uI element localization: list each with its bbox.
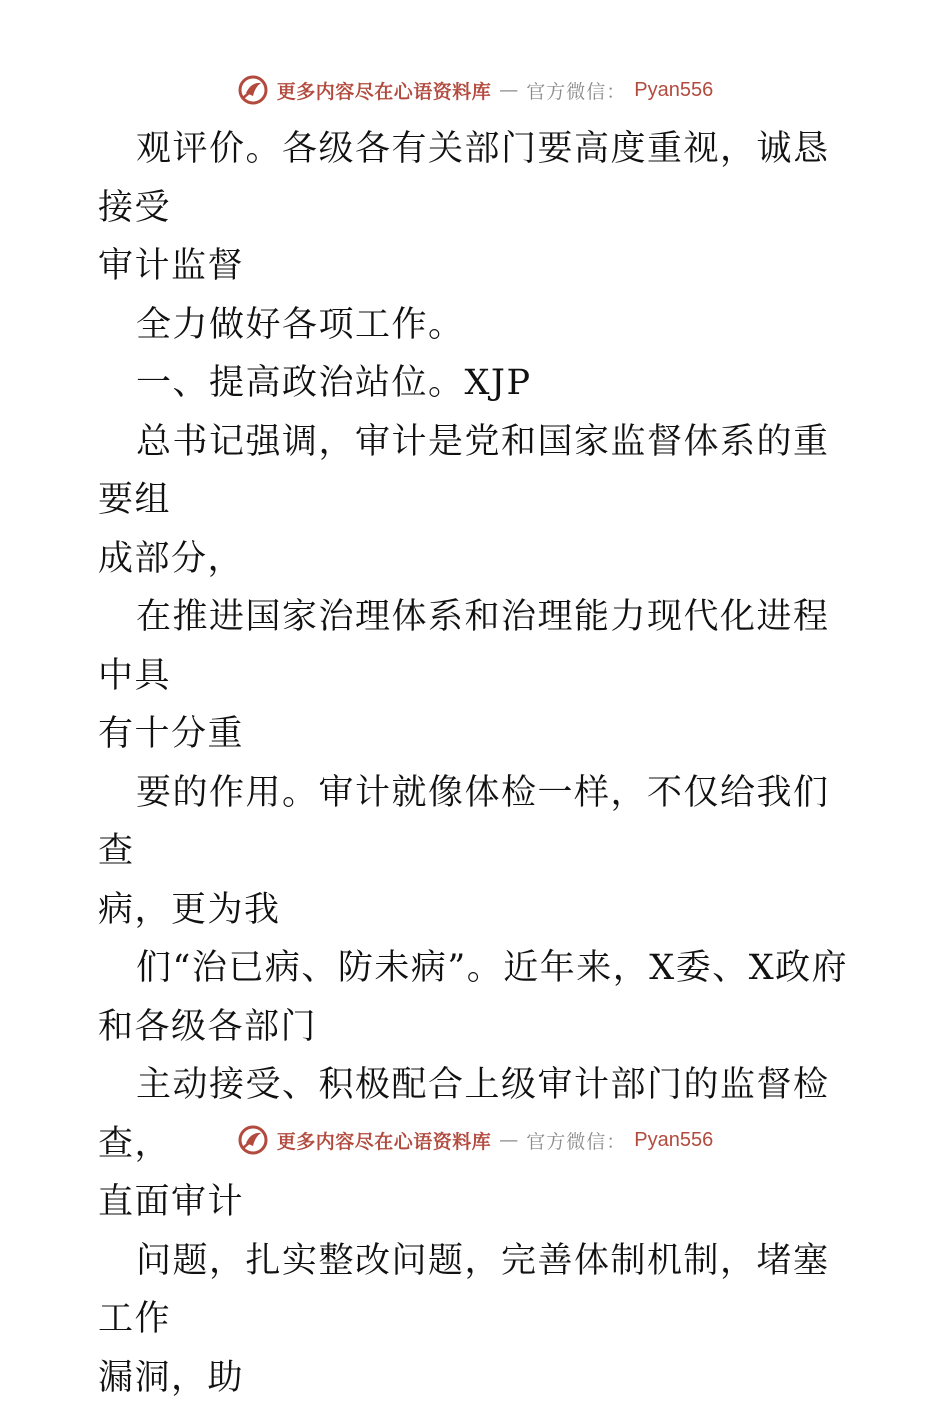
watermark-separator: —	[499, 79, 518, 101]
body-line-text: 直面审计	[98, 1182, 244, 1222]
watermark-wechat-label: 官方微信：	[526, 77, 626, 104]
brand-logo-icon	[237, 1124, 269, 1156]
body-line-text: 一、提高政治站位。XJP	[136, 363, 532, 403]
footer-watermark	[0, 1120, 950, 1160]
body-line-text: 在推进国家治理体系和治理能力现代化进程中具	[98, 597, 830, 696]
watermark-brand-text: 更多内容尽在心语资料库	[277, 77, 492, 104]
body-line-text: 们“治已病、防未病”。近年来，X委、X政府	[136, 948, 848, 988]
body-line	[98, 588, 858, 705]
body-line-text: 病，更为我	[98, 890, 281, 930]
body-line-text: 有十分重	[98, 714, 244, 754]
body-line	[98, 413, 858, 530]
body-line	[98, 1349, 858, 1407]
watermark-wechat-id: Pyan556	[634, 1129, 713, 1152]
body-line-text: 主动接受、积极配合上级审计部门的监督检查，	[98, 1065, 830, 1164]
body-line-text: 审计监督	[98, 246, 244, 286]
body-line	[98, 237, 858, 296]
body-line	[98, 998, 858, 1057]
watermark-wechat-label: 官方微信：	[526, 1127, 626, 1154]
body-line-text: 全力做好各项工作。	[136, 305, 465, 345]
body-line-text: 和各级各部门	[98, 1007, 317, 1047]
watermark-separator: —	[499, 1129, 518, 1151]
body-line	[98, 939, 858, 998]
brand-logo-icon	[237, 74, 269, 106]
body-line	[98, 1173, 858, 1232]
body-line-text: 成部分，	[98, 539, 244, 579]
body-line	[98, 530, 858, 589]
body-line-text: 漏洞，助	[98, 1358, 244, 1398]
body-line	[98, 881, 858, 940]
watermark-brand-text: 更多内容尽在心语资料库	[277, 1127, 492, 1154]
body-line-text: 要的作用。审计就像体检一样，不仅给我们查	[98, 773, 830, 872]
body-line	[98, 764, 858, 881]
body-line	[98, 705, 858, 764]
header-watermark	[0, 70, 950, 110]
body-line-text: 总书记强调，审计是党和国家监督体系的重要组	[98, 422, 830, 521]
body-line-text: 观评价。各级各有关部门要高度重视，诚恳接受	[98, 129, 830, 228]
body-line	[98, 296, 858, 355]
body-line	[98, 354, 858, 413]
body-line	[98, 120, 858, 237]
watermark-wechat-id: Pyan556	[634, 79, 713, 102]
body-line	[98, 1232, 858, 1349]
document-body	[98, 120, 858, 1407]
body-line-text: 问题，扎实整改问题，完善体制机制，堵塞工作	[98, 1241, 830, 1340]
